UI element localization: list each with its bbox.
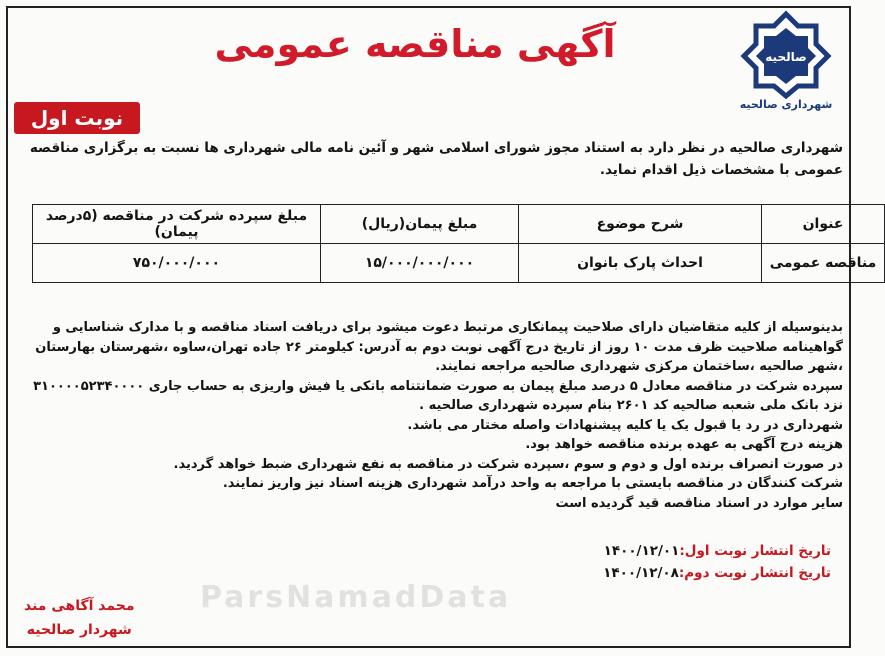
table-cell: ۱۵/۰۰۰/۰۰۰/۰۰۰ (321, 244, 519, 283)
table-header-cell: مبلغ سپرده شرکت در مناقصه (۵درصد پیمان) (33, 205, 321, 244)
date-label: تاریخ انتشار نوبت دوم: (678, 565, 831, 581)
date-line-first (603, 540, 831, 562)
table-header-cell: شرح موضوع (519, 205, 762, 244)
table-row (33, 244, 885, 283)
date-value: ۱۴۰۰/۱۲/۰۱ (603, 543, 680, 559)
signatory-name: محمد آگاهی مند (24, 598, 135, 614)
conditions-section (17, 318, 843, 513)
publication-dates (603, 540, 831, 584)
date-line-second (603, 562, 831, 584)
table-header-row (33, 205, 885, 244)
table-cell: ۷۵۰/۰۰۰/۰۰۰ (33, 244, 321, 283)
condition-paragraph: سایر موارد در اسناد مناقصه قید گردیده است (555, 495, 843, 511)
date-value: ۱۴۰۰/۱۲/۰۸ (603, 565, 679, 581)
municipality-emblem-icon (740, 12, 832, 96)
table-cell: مناقصه عمومی (762, 244, 885, 283)
signature-block (24, 594, 135, 642)
table-header-cell: عنوان (762, 205, 885, 244)
page-title: آگهی مناقصه عمومی (214, 22, 616, 66)
signatory-role: شهردار صالحیه (26, 622, 132, 638)
condition-paragraph: شرکت کنندگان در مناقصه بایستی با مراجعه به واحد درآمد شهرداری هزینه اسناد نیز واریز نمایند. (222, 476, 843, 491)
tender-info-table (32, 204, 885, 283)
date-label: تاریخ انتشار نوبت اول: (679, 543, 831, 559)
condition-paragraph: بدینوسیله از کلیه متقاضیان دارای صلاحیت پیمانکاری مرتبط دعوت میشود برای دریافت اسناد مناقصه و با مدارک شناسایی و گواهینامه صلاحیت ظرف مدت ۱۰ روز از تاریخ درج آگهی نوبت دوم به آدرس: کیلومتر ۲۶ جاده تهران،ساوه ،شهرستان بهارستان ،شهر صالحیه ،ساختمان مرکزی شهرداری صالحیه مراجعه نمایند. (35, 320, 843, 374)
condition-paragraph: سپرده شرکت در مناقصه معادل ۵ درصد مبلغ پیمان به صورت ضمانتنامه بانکی یا فیش واریزی به حساب جاری ۳۱۰۰۰۰۵۲۳۴۰۰۰۰ نزد بانک ملی شعبه صالحیه کد ۲۶۰۱ بنام سپرده شهرداری صالحیه . (33, 378, 843, 413)
condition-paragraph: هزینه درج آگهی به عهده برنده مناقصه خواهد بود. (525, 437, 843, 452)
condition-paragraph: شهرداری در رد یا قبول یک یا کلیه پیشنهادات واصله مختار می باشد. (407, 417, 843, 433)
table-cell: احداث پارک بانوان (519, 244, 762, 283)
table-header-cell: مبلغ پیمان(ریال) (321, 205, 519, 244)
intro-paragraph: شهرداری صالحیه در نظر دارد به استناد مجوز شورای اسلامی شهر و آئین نامه مالی شهرداری ها نسبت به برگزاری مناقصه عمومی با مشخصات ذیل اقدام نماید. (29, 140, 843, 178)
logo-caption: شهرداری صالحیه (739, 98, 833, 111)
municipality-logo (727, 12, 845, 124)
watermark: ParsNamadData (200, 580, 512, 615)
condition-paragraph: در صورت انصراف برنده اول و دوم و سوم ،سپرده شرکت در مناقصه به نفع شهرداری ضبط خواهد گردید. (173, 456, 843, 472)
logo-emblem-text: صالحیه (765, 50, 807, 64)
publication-round-badge: نوبت اول (14, 102, 140, 134)
